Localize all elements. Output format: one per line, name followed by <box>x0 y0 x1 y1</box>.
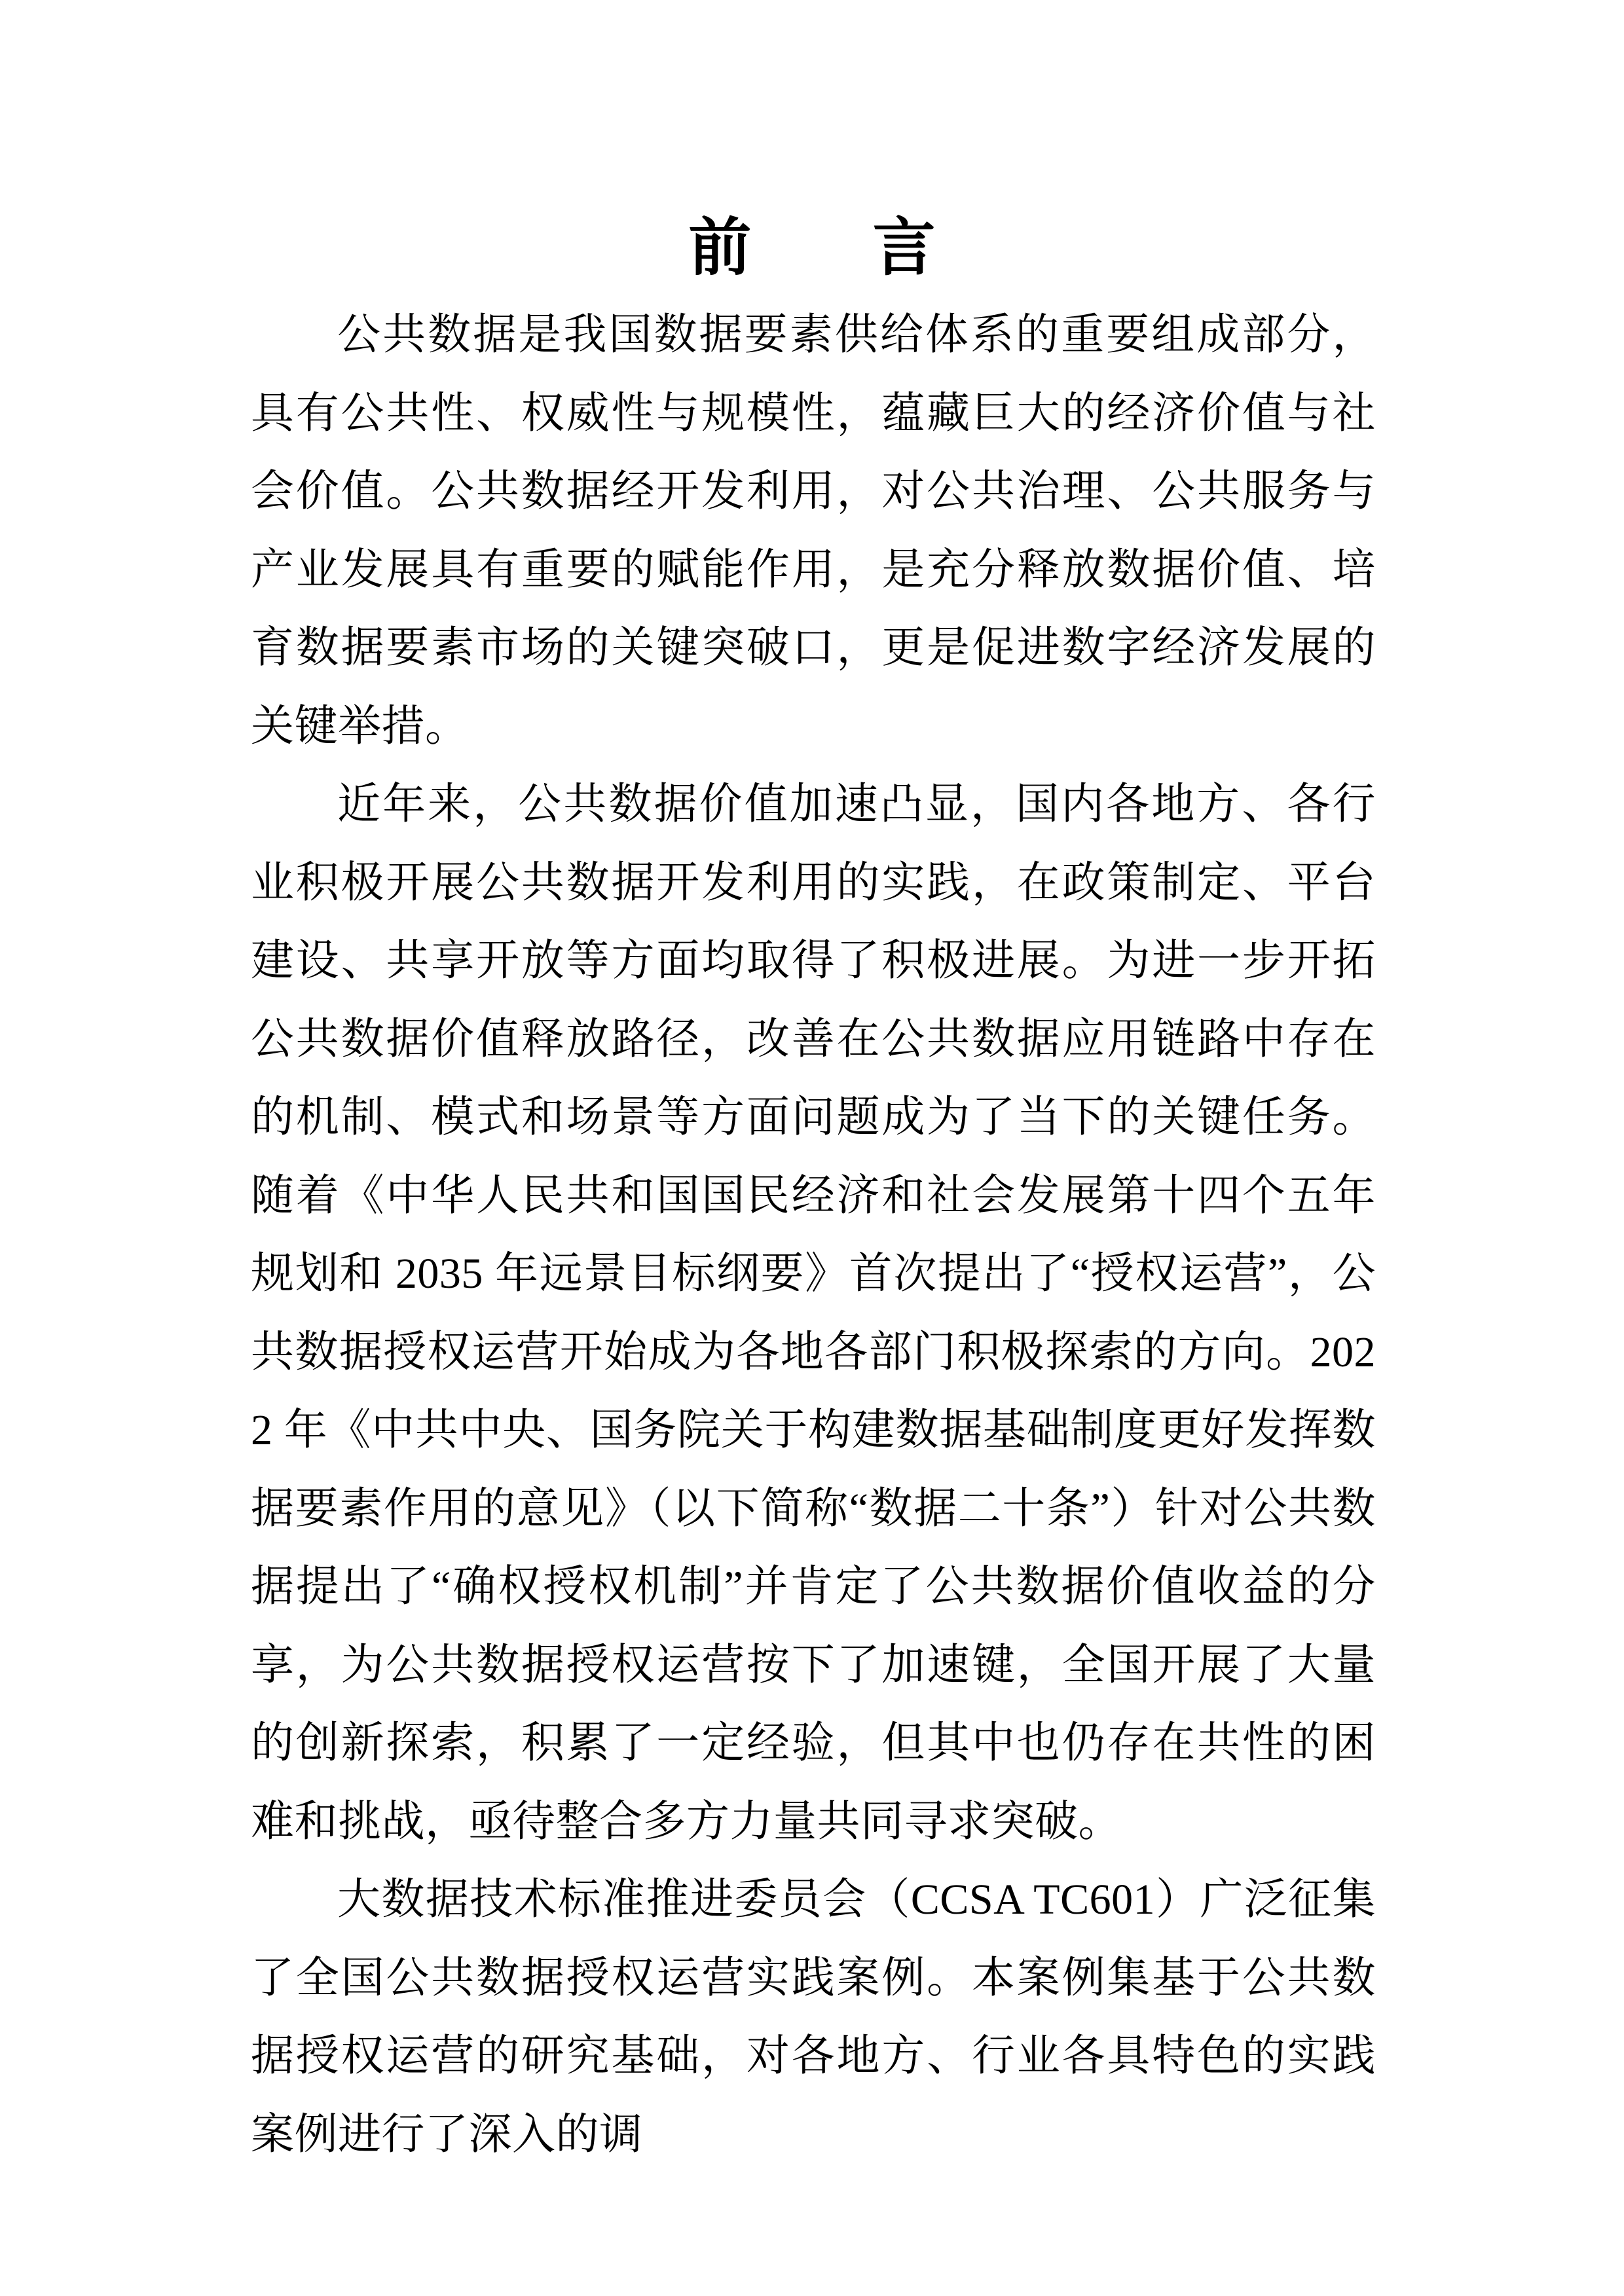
paragraph-1: 公共数据是我国数据要素供给体系的重要组成部分，具有公共性、权威性与规模性，蕴藏巨大的经济价值与社会价值。公共数据经开发利用，对公共治理、公共服务与产业发展具有重要的赋能作用，是充分释放数据价值、培育数据要素市场的关键突破口，更是促进数字经济发展的关键举措。 <box>251 311 1376 750</box>
body-text-block <box>251 296 1376 2174</box>
page-title: 前 言 <box>688 213 965 283</box>
paragraph-2: 近年来，公共数据价值加速凸显，国内各地方、各行业积极开展公共数据开发利用的实践，在政策制定、平台建设、共享开放等方面均取得了积极进展。为进一步开拓公共数据价值释放路径，改善在公共数据应用链路中存在的机制、模式和场景等方面问题成为了当下的关键任务。随着《中华人民共和国国民经济和社会发展第十四个五年规划和 2035 年远景目标纲要》首次提出了“授权运营”，公共数据授权运营开始成为各地各部门积极探索的方向。2022 年《中共中央、国务院关于构建数据基础制度更好发挥数据要素作用的意见》（以下简称“数据二十条”）针对公共数据提出了“确权授权机制”并肯定了公共数据价值收益的分享，为公共数据授权运营按下了加速键，全国开展了大量的创新探索，积累了一定经验，但其中也仍存在共性的困难和挑战，亟待整合多方力量共同寻求突破。 <box>251 780 1376 1846</box>
paragraph-3: 大数据技术标准推进委员会（CCSA TC601）广泛征集了全国公共数据授权运营实践案例。本案例集基于公共数据授权运营的研究基础，对各地方、行业各具特色的实践案例进行了深入的调 <box>251 1876 1376 2159</box>
